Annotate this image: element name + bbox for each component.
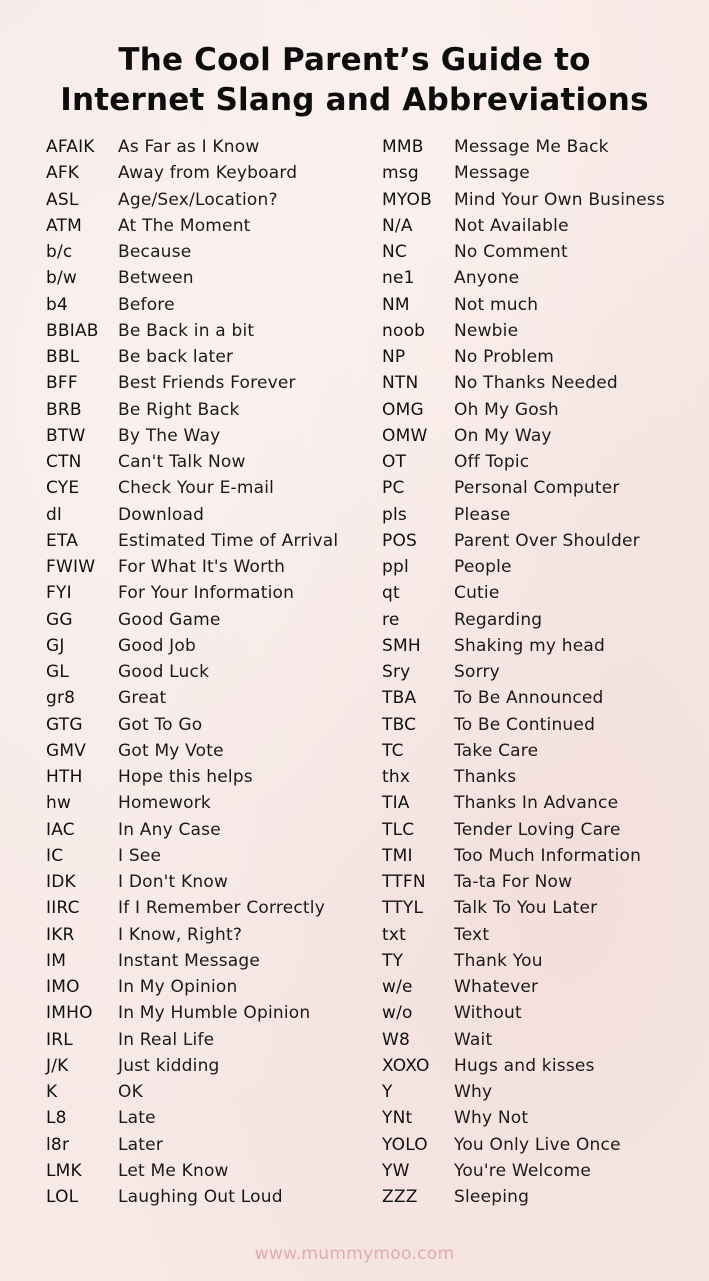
list-item [382, 423, 665, 449]
abbreviation-meaning: Talk To You Later [454, 898, 598, 919]
abbreviation-term: IIRC [46, 898, 80, 919]
list-item [382, 580, 665, 606]
abbreviation-term: re [382, 609, 400, 630]
list-item [382, 344, 665, 370]
abbreviation-term: pls [382, 504, 407, 525]
abbreviation-term: NM [382, 294, 410, 315]
abbreviation-meaning: For What It's Worth [118, 557, 286, 578]
abbreviation-term: GL [46, 662, 70, 683]
list-item [46, 790, 338, 816]
list-item [46, 1105, 338, 1131]
list-item [382, 712, 665, 738]
list-item [382, 738, 665, 764]
abbreviation-meaning: To Be Announced [454, 688, 604, 709]
abbreviation-term: TC [382, 740, 404, 761]
list-item [46, 397, 338, 423]
abbreviation-term: XOXO [382, 1055, 430, 1076]
abbreviation-meaning: Just kidding [118, 1055, 220, 1076]
list-item [46, 817, 338, 843]
list-item [382, 1184, 665, 1210]
abbreviation-meaning: As Far as I Know [118, 137, 260, 158]
list-item [382, 449, 665, 475]
abbreviation-meaning: Tender Loving Care [454, 819, 621, 840]
list-item [382, 685, 665, 711]
abbreviation-meaning: Age/Sex/Location? [118, 189, 278, 210]
list-item [46, 580, 338, 606]
list-item [382, 659, 665, 685]
abbreviation-term: TMI [382, 845, 413, 866]
list-item [46, 1027, 338, 1053]
abbreviation-term: MMB [382, 137, 424, 158]
abbreviation-term: ASL [46, 189, 79, 210]
list-item [382, 948, 665, 974]
list-item [382, 974, 665, 1000]
list-item [46, 292, 338, 318]
abbreviation-term: Y [382, 1082, 393, 1103]
abbreviation-term: YW [382, 1160, 410, 1181]
abbreviation-meaning: No Problem [454, 347, 555, 368]
list-item [382, 869, 665, 895]
abbreviation-meaning: Mind Your Own Business [454, 189, 665, 210]
list-item [382, 397, 665, 423]
list-item [46, 1053, 338, 1079]
list-item [46, 528, 338, 554]
abbreviation-term: NC [382, 242, 407, 263]
list-item [382, 239, 665, 265]
list-item [382, 528, 665, 554]
abbreviation-term: b/c [46, 242, 73, 263]
abbreviation-term: AFAIK [46, 137, 95, 158]
abbreviation-meaning: Whatever [454, 977, 539, 998]
abbreviation-meaning: Download [118, 504, 205, 525]
abbreviation-term: N/A [382, 215, 413, 236]
list-item [382, 633, 665, 659]
list-item [382, 895, 665, 921]
list-item [382, 1027, 665, 1053]
abbreviation-term: ZZZ [382, 1187, 418, 1208]
list-item [46, 764, 338, 790]
abbreviation-meaning: Without [454, 1003, 522, 1024]
list-item [46, 974, 338, 1000]
abbreviation-meaning: Later [118, 1134, 164, 1155]
abbreviation-meaning: Late [118, 1108, 156, 1129]
abbreviation-term: IMO [46, 977, 80, 998]
abbreviation-term: CTN [46, 452, 82, 473]
abbreviation-meaning: Can't Talk Now [118, 452, 246, 473]
abbreviation-meaning: Parent Over Shoulder [454, 530, 640, 551]
abbreviation-term: IRL [46, 1029, 73, 1050]
abbreviation-meaning: You Only Live Once [454, 1134, 621, 1155]
abbreviation-term: txt [382, 924, 406, 945]
list-item [46, 449, 338, 475]
abbreviation-meaning: I See [118, 845, 162, 866]
list-item [382, 1053, 665, 1079]
page-title-line-1: The Cool Parent’s Guide to [118, 42, 591, 78]
abbreviation-meaning: Homework [118, 793, 211, 814]
abbreviation-term: GJ [46, 635, 65, 656]
abbreviation-term: IKR [46, 924, 75, 945]
abbreviation-term: l8r [46, 1134, 70, 1155]
list-item [382, 817, 665, 843]
abbreviation-meaning: Instant Message [118, 950, 261, 971]
abbreviation-meaning: People [454, 557, 512, 578]
abbreviation-term: qt [382, 583, 400, 604]
list-item [382, 607, 665, 633]
list-item [46, 160, 338, 186]
abbreviation-term: b4 [46, 294, 69, 315]
abbreviation-term: L8 [46, 1108, 67, 1129]
list-item [46, 843, 338, 869]
list-item [382, 1132, 665, 1158]
abbreviation-meaning: If I Remember Correctly [118, 898, 325, 919]
list-item [46, 1184, 338, 1210]
list-item [382, 790, 665, 816]
list-item [46, 738, 338, 764]
abbreviation-meaning: Be Back in a bit [118, 320, 255, 341]
list-item [46, 712, 338, 738]
abbreviation-meaning: Before [118, 294, 175, 315]
abbreviation-meaning: Laughing Out Loud [118, 1187, 283, 1208]
list-item [382, 843, 665, 869]
abbreviation-meaning: Why [454, 1082, 493, 1103]
right-column-list [382, 134, 665, 1210]
abbreviation-term: BTW [46, 425, 86, 446]
abbreviation-term: hw [46, 793, 72, 814]
footer-url: www.mummymoo.com [254, 1244, 455, 1264]
abbreviation-term: PC [382, 478, 405, 499]
abbreviation-term: GG [46, 609, 73, 630]
abbreviation-meaning: Because [118, 242, 192, 263]
abbreviation-meaning: Anyone [454, 268, 520, 289]
list-item [46, 265, 338, 291]
abbreviation-meaning: Estimated Time of Arrival [118, 530, 339, 551]
abbreviation-term: w/e [382, 977, 413, 998]
abbreviation-meaning: Let Me Know [118, 1160, 229, 1181]
abbreviation-term: FWIW [46, 557, 96, 578]
abbreviation-term: IDK [46, 872, 76, 893]
abbreviation-meaning: Thank You [454, 950, 543, 971]
abbreviation-term: CYE [46, 478, 80, 499]
abbreviation-meaning: Too Much Information [454, 845, 642, 866]
abbreviation-meaning: You're Welcome [454, 1160, 592, 1181]
abbreviation-meaning: Sorry [454, 662, 500, 683]
abbreviation-term: TIA [382, 793, 410, 814]
list-item [46, 318, 338, 344]
abbreviation-term: SMH [382, 635, 421, 656]
abbreviation-term: FYI [46, 583, 72, 604]
list-item [382, 1158, 665, 1184]
abbreviation-term: LOL [46, 1187, 79, 1208]
abbreviation-term: noob [382, 320, 426, 341]
list-item [46, 607, 338, 633]
abbreviation-meaning: Away from Keyboard [118, 163, 298, 184]
list-item [46, 370, 338, 396]
abbreviation-meaning: Good Luck [118, 662, 210, 683]
abbreviation-term: ne1 [382, 268, 415, 289]
abbreviation-term: IC [46, 845, 64, 866]
left-column-list [46, 134, 338, 1210]
abbreviation-term: thx [382, 767, 411, 788]
abbreviation-term: POS [382, 530, 418, 551]
abbreviation-term: NTN [382, 373, 419, 394]
list-item [46, 1132, 338, 1158]
abbreviation-term: TBC [382, 714, 417, 735]
list-item [382, 160, 665, 186]
list-item [382, 922, 665, 948]
list-item [46, 344, 338, 370]
abbreviation-meaning: Message [454, 163, 530, 184]
list-item [46, 239, 338, 265]
abbreviation-meaning: Between [118, 268, 194, 289]
abbreviation-meaning: For Your Information [118, 583, 295, 604]
list-item [382, 1079, 665, 1105]
abbreviation-term: TTYL [382, 898, 424, 919]
abbreviation-meaning: Please [454, 504, 511, 525]
abbreviation-term: MYOB [382, 189, 432, 210]
abbreviation-term: BBIAB [46, 320, 99, 341]
abbreviation-meaning: Off Topic [454, 452, 530, 473]
abbreviation-term: BBL [46, 347, 80, 368]
list-item [46, 895, 338, 921]
page-title-line-2: Internet Slang and Abbreviations [60, 82, 649, 118]
abbreviation-meaning: Why Not [454, 1108, 529, 1129]
abbreviation-meaning: Oh My Gosh [454, 399, 559, 420]
abbreviation-term: K [46, 1082, 58, 1103]
list-item [382, 134, 665, 160]
abbreviation-meaning: Personal Computer [454, 478, 620, 499]
list-item [46, 1158, 338, 1184]
abbreviation-term: AFK [46, 163, 80, 184]
abbreviation-term: IMHO [46, 1003, 93, 1024]
list-item [46, 869, 338, 895]
list-item [46, 502, 338, 528]
abbreviation-meaning: Newbie [454, 320, 519, 341]
abbreviation-term: LMK [46, 1160, 82, 1181]
abbreviation-meaning: In Real Life [118, 1029, 215, 1050]
abbreviation-term: HTH [46, 767, 83, 788]
abbreviation-term: W8 [382, 1029, 411, 1050]
list-item [382, 265, 665, 291]
list-item [46, 1079, 338, 1105]
list-item [382, 292, 665, 318]
list-item [382, 764, 665, 790]
abbreviation-meaning: In My Humble Opinion [118, 1003, 311, 1024]
abbreviation-term: OT [382, 452, 407, 473]
abbreviation-meaning: In Any Case [118, 819, 221, 840]
list-item [382, 187, 665, 213]
abbreviation-meaning: Best Friends Forever [118, 373, 296, 394]
abbreviation-meaning: No Comment [454, 242, 568, 263]
abbreviation-term: J/K [46, 1055, 69, 1076]
abbreviation-meaning: Hugs and kisses [454, 1055, 595, 1076]
list-item [46, 948, 338, 974]
abbreviation-meaning: Not much [454, 294, 539, 315]
abbreviation-term: TLC [382, 819, 415, 840]
list-item [46, 475, 338, 501]
abbreviation-meaning: Great [118, 688, 167, 709]
abbreviation-meaning: Text [454, 924, 490, 945]
list-item [382, 213, 665, 239]
abbreviation-term: OMG [382, 399, 424, 420]
abbreviation-meaning: Wait [454, 1029, 493, 1050]
abbreviation-term: ETA [46, 530, 79, 551]
abbreviation-meaning: Thanks [454, 767, 517, 788]
abbreviation-meaning: OK [118, 1082, 143, 1103]
abbreviation-meaning: On My Way [454, 425, 552, 446]
list-item [46, 1000, 338, 1026]
abbreviation-meaning: To Be Continued [454, 714, 596, 735]
abbreviation-meaning: I Know, Right? [118, 924, 243, 945]
abbreviation-term: msg [382, 163, 419, 184]
list-item [46, 659, 338, 685]
abbreviation-meaning: No Thanks Needed [454, 373, 618, 394]
abbreviation-meaning: Check Your E-mail [118, 478, 275, 499]
abbreviation-term: YOLO [382, 1134, 428, 1155]
abbreviation-term: ppl [382, 557, 409, 578]
abbreviation-term: TTFN [382, 872, 426, 893]
list-item [382, 1105, 665, 1131]
abbreviation-meaning: Thanks In Advance [454, 793, 619, 814]
list-item [382, 1000, 665, 1026]
list-item [46, 134, 338, 160]
abbreviation-term: ATM [46, 215, 82, 236]
abbreviation-term: TY [382, 950, 404, 971]
list-item [46, 922, 338, 948]
abbreviation-term: GTG [46, 714, 83, 735]
abbreviation-meaning: Regarding [454, 609, 543, 630]
abbreviation-term: NP [382, 347, 406, 368]
list-item [46, 554, 338, 580]
list-item [46, 685, 338, 711]
abbreviation-term: TBA [382, 688, 417, 709]
abbreviation-term: dl [46, 504, 62, 525]
abbreviation-meaning: Sleeping [454, 1187, 530, 1208]
abbreviation-meaning: At The Moment [118, 215, 251, 236]
abbreviation-meaning: Shaking my head [454, 635, 605, 656]
abbreviation-term: w/o [382, 1003, 413, 1024]
abbreviation-meaning: Not Available [454, 215, 569, 236]
abbreviation-meaning: Got To Go [118, 714, 203, 735]
list-item [382, 318, 665, 344]
abbreviation-term: Sry [382, 662, 411, 683]
abbreviation-meaning: Ta-ta For Now [454, 872, 573, 893]
abbreviation-term: BFF [46, 373, 78, 394]
abbreviation-term: gr8 [46, 688, 76, 709]
abbreviation-meaning: I Don't Know [118, 872, 229, 893]
abbreviation-meaning: Be back later [118, 347, 234, 368]
abbreviation-meaning: Hope this helps [118, 767, 253, 788]
abbreviation-term: OMW [382, 425, 428, 446]
list-item [46, 187, 338, 213]
abbreviation-term: YNt [382, 1108, 413, 1129]
list-item [382, 370, 665, 396]
list-item [46, 423, 338, 449]
abbreviation-meaning: Take Care [454, 740, 539, 761]
abbreviation-meaning: In My Opinion [118, 977, 238, 998]
list-item [382, 502, 665, 528]
abbreviation-meaning: Cutie [454, 583, 500, 604]
abbreviation-meaning: Got My Vote [118, 740, 224, 761]
abbreviation-term: GMV [46, 740, 87, 761]
abbreviation-term: BRB [46, 399, 82, 420]
list-item [382, 554, 665, 580]
abbreviation-term: IM [46, 950, 67, 971]
abbreviation-meaning: Good Job [118, 635, 196, 656]
abbreviation-meaning: By The Way [118, 425, 221, 446]
list-item [46, 633, 338, 659]
list-item [382, 475, 665, 501]
abbreviation-meaning: Good Game [118, 609, 221, 630]
abbreviation-meaning: Message Me Back [454, 137, 609, 158]
abbreviation-term: b/w [46, 268, 78, 289]
abbreviation-meaning: Be Right Back [118, 399, 240, 420]
list-item [46, 213, 338, 239]
abbreviation-term: IAC [46, 819, 75, 840]
